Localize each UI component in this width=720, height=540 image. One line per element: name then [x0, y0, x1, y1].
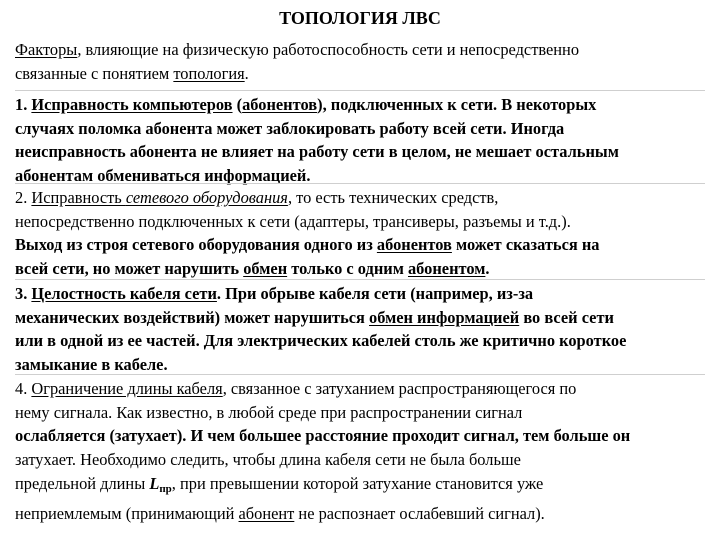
item2-subscribers-term: абонентов [376, 235, 452, 255]
factor-item-2 [15, 183, 705, 281]
factor-item-4 [15, 374, 705, 525]
item2-lead-1: Исправность [31, 188, 126, 207]
length-subscript: пр [159, 482, 172, 495]
item4-line-2: нему сигнала. Как известно, в любой среде при распространении сигнал [15, 402, 523, 422]
item3-exchange-info-term: обмен информацией [369, 307, 520, 327]
item1-line-4: абонентам обмениваться информацией. [15, 166, 311, 186]
item1-line-2: случаях поломка абонента может заблокировать работу всей сети. Иногда [15, 118, 565, 138]
item4-line-5: предельной длины $L_{пр}$, при превышении которой затухание становится уже [15, 473, 544, 495]
item1-line-1: 1. Исправность компьютеров (абонентов), подключенных к сети. В некоторых [15, 95, 597, 114]
item1-subscribers-term: абонентов [242, 95, 318, 114]
page-title: ТОПОЛОГИЯ ЛВС [279, 8, 441, 28]
intro-line-1: Факторы, влияющие на физическую работоспособность сети и непосредственно [15, 40, 580, 59]
item2-line-4: всей сети, но может нарушить обмен только с одним абонентом. [15, 259, 490, 279]
item4-line-3: ослабляется (затухает). И чем большее расстояние проходит сигнал, тем больше он [15, 426, 631, 446]
item4-line-1: 4. Ограничение длины кабеля, связанное с затуханием распространяющегося по [15, 379, 577, 398]
factors-term: Факторы [15, 40, 78, 59]
item3-line-2: механических воздействий) может нарушиться обмен информацией во всей сети [15, 307, 614, 327]
item3-lead: Целостность кабеля сети [31, 284, 217, 303]
item1-line-3: неисправность абонента не влияет на работу сети в целом, не мешает остальным [15, 142, 619, 162]
item1-lead: Исправность компьютеров [31, 95, 233, 114]
item2-line-2: непосредственно подключенных к сети (адаптеры, трансиверы, разъемы и т.д.). [15, 211, 571, 231]
item2-subscriber-term: абонентом [407, 259, 486, 279]
item3-line-1: 3. Целостность кабеля сети. При обрыве кабеля сети (например, из-за [15, 284, 534, 303]
item4-line-4: затухает. Необходимо следить, чтобы длина кабеля сети не была больше [15, 450, 521, 470]
intro-line-2: связанные с понятием топология. [15, 64, 249, 83]
intro-paragraph [15, 38, 705, 86]
item4-subscriber-term: абонент [238, 503, 295, 523]
item4-lead: Ограничение длины кабеля [31, 379, 223, 398]
item3-line-4: замыкание в кабеле. [15, 355, 168, 375]
item2-line-3: Выход из строя сетевого оборудования одного из абонентов может сказаться на [15, 235, 600, 255]
length-symbol: L [149, 473, 160, 493]
factor-item-3 [15, 279, 705, 377]
item2-lead-2: сетевого оборудования [125, 188, 288, 207]
item3-line-3: или в одной из ее частей. Для электрических кабелей столь же критично короткое [15, 331, 627, 351]
item2-exchange-term: обмен [243, 259, 288, 279]
item2-line-1: 2. Исправность сетевого оборудования, то есть технических средств, [15, 188, 499, 207]
topology-term: топология [173, 64, 245, 83]
factor-item-1 [15, 90, 705, 188]
item4-line-6: неприемлемым (принимающий абонент не распознает ослабевший сигнал). [15, 503, 545, 523]
